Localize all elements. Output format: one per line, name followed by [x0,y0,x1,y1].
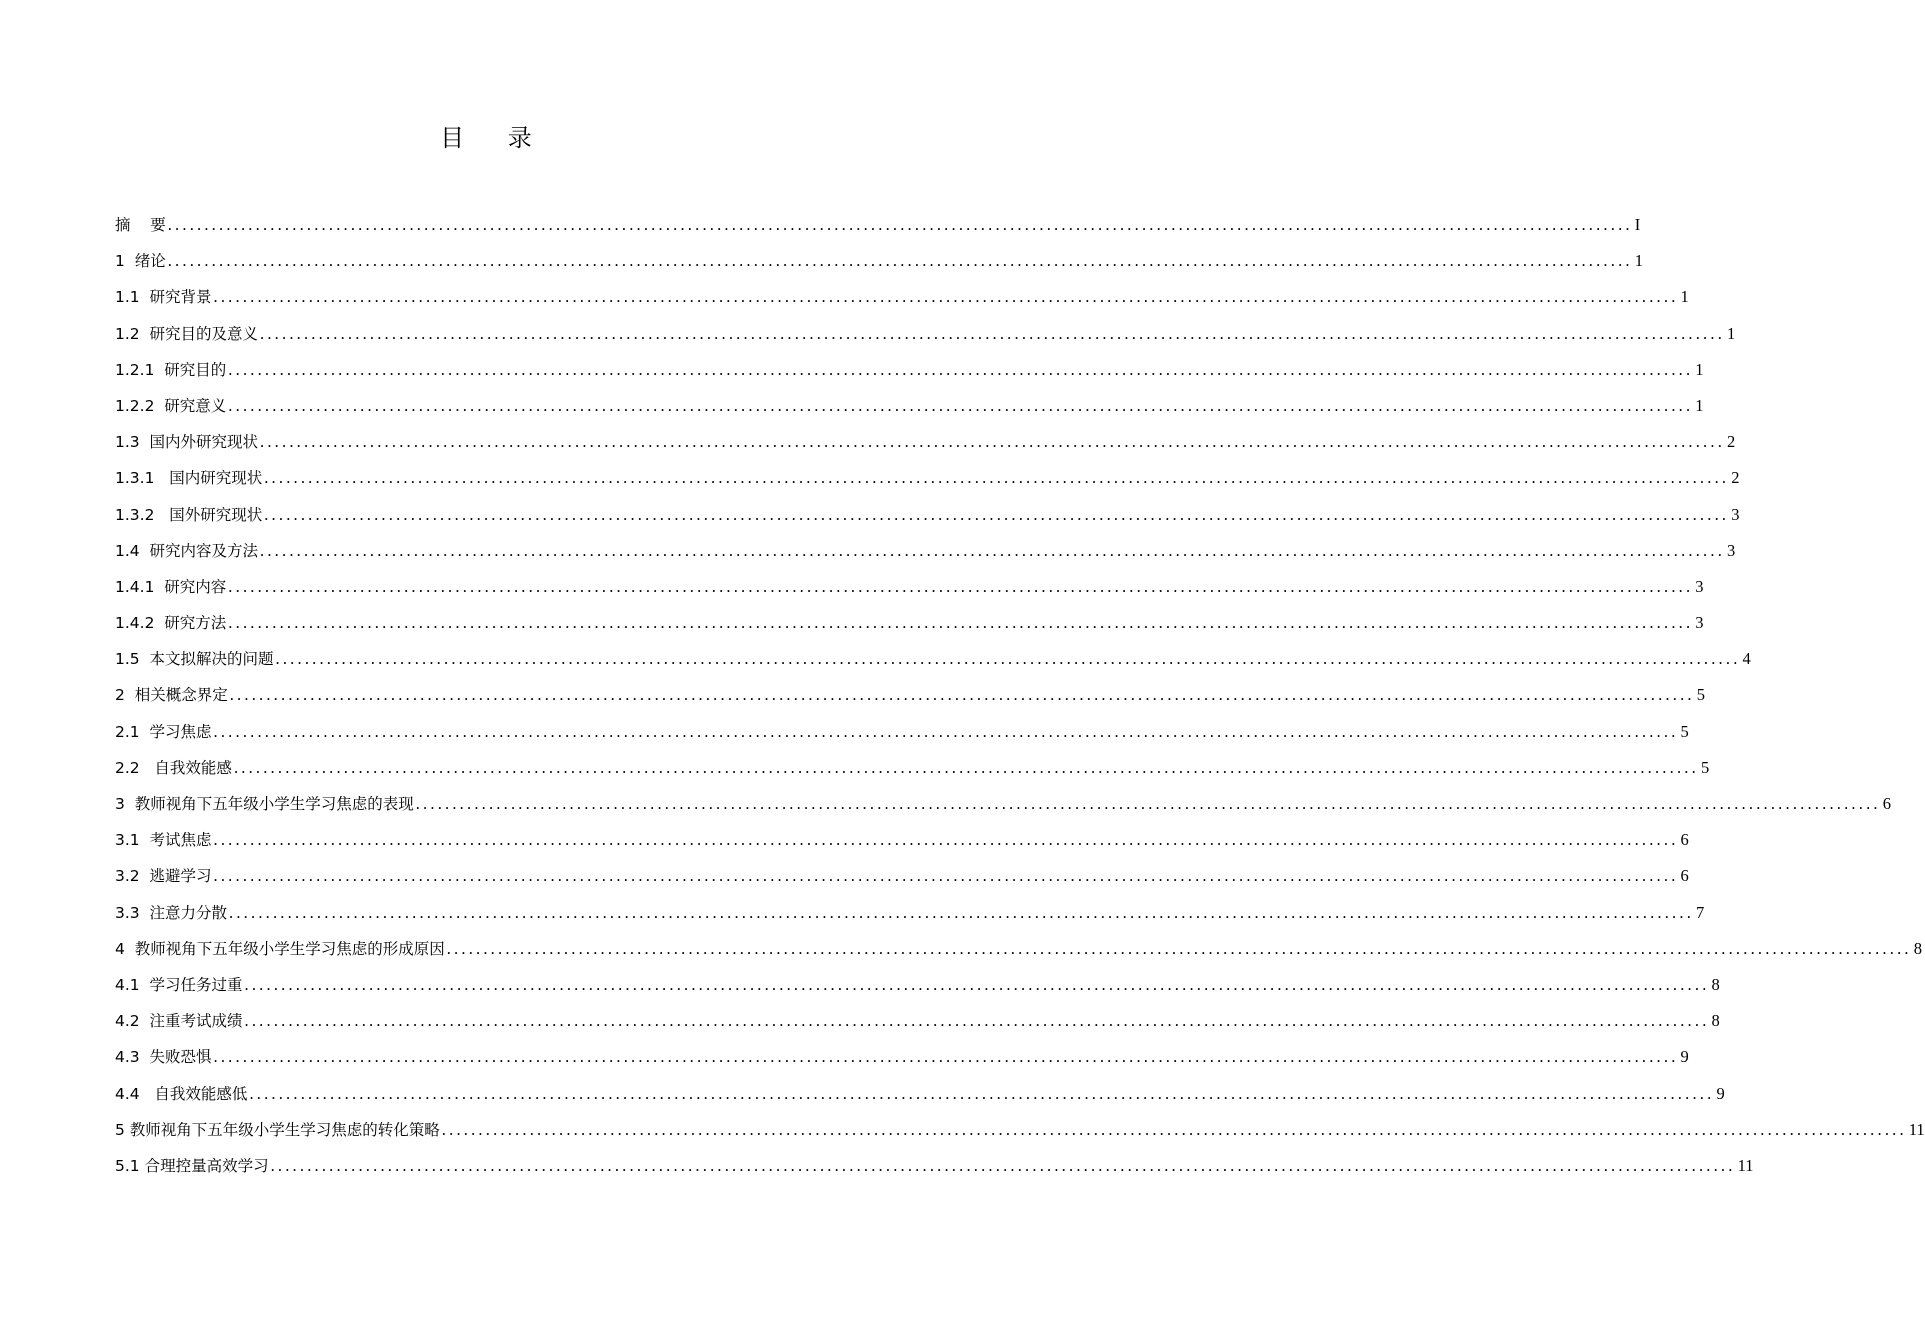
toc-dot-leader: ........................................................................................................................................................................................................ [213,287,1679,307]
toc-dot-leader: ........................................................................................................................................................................................................ [275,649,1741,669]
toc-dot-leader: ........................................................................................................................................................................................................ [228,359,1694,379]
toc-page-number: 8 [1711,1011,1720,1031]
toc-page-number: 11 [1908,1119,1925,1139]
toc-page-number: 1 [1727,323,1736,343]
toc-dot-leader: ........................................................................................................................................................................................................ [260,540,1726,560]
toc-entry-title: 1.2.1 研究目的 [115,360,227,379]
toc-entry-title: 2.1 学习焦虑 [115,722,212,741]
toc-page-number: 8 [1711,974,1720,994]
toc-dot-leader: ........................................................................................................................................................................................................ [264,468,1730,488]
toc-page-number: 1 [1695,359,1704,379]
toc-entry[interactable] [115,533,1736,569]
toc-page-number: 3 [1695,613,1704,633]
toc-entry-title: 1.3.1 国内研究现状 [115,469,263,488]
toc-page-number: 7 [1696,902,1705,922]
toc-page-number: 8 [1913,938,1922,958]
toc-page-number: 2 [1727,432,1736,452]
toc-dot-leader: ........................................................................................................................................................................................................ [228,576,1694,596]
toc-entry[interactable] [115,822,1689,858]
toc-page-number: 1 [1695,395,1704,415]
toc-dot-leader: ........................................................................................................................................................................................................ [233,757,1699,777]
toc-entry-title: 1 绪论 [115,252,166,271]
toc-dot-leader: ........................................................................................................................................................................................................ [167,215,1633,234]
toc-entry[interactable] [115,316,1736,352]
toc-page-number: 4 [1742,649,1751,669]
toc-page-number: 9 [1716,1083,1725,1103]
toc-dot-leader: ........................................................................................................................................................................................................ [213,1047,1679,1067]
toc-entry[interactable] [115,605,1704,641]
toc-page-number: I [1634,215,1641,234]
toc-page-number: 11 [1737,1155,1754,1175]
toc-entry-title: 5.1 合理控量高效学习 [115,1156,269,1175]
toc-entry[interactable] [115,931,1922,967]
toc-entry-title: 4 教师视角下五年级小学生学习焦虑的形成原因 [115,939,445,958]
toc-entry[interactable] [115,750,1710,786]
toc-entry[interactable] [115,243,1643,279]
toc-dot-leader: ........................................................................................................................................................................................................ [213,721,1679,741]
toc-dot-leader: ........................................................................................................................................................................................................ [213,830,1679,850]
toc-dot-leader: ........................................................................................................................................................................................................ [167,251,1633,271]
toc-entry-title: 1.1 研究背景 [115,288,212,307]
toc-entry-title: 4.4 自我效能感低 [115,1084,248,1103]
toc-entry-title: 2 相关概念界定 [115,686,228,705]
toc-dot-leader: ........................................................................................................................................................................................................ [229,685,1695,705]
toc-entry-title: 1.4 研究内容及方法 [115,541,259,560]
toc-entry[interactable] [115,388,1704,424]
page-title: 目 录 [440,124,550,152]
toc-entry-title: 1.5 本文拟解决的问题 [115,650,274,669]
table-of-contents [115,207,1925,1184]
toc-entry[interactable] [115,1148,1754,1184]
toc-page-number: 6 [1882,794,1891,813]
toc-entry[interactable] [115,497,1740,533]
toc-entry[interactable] [115,424,1736,460]
toc-entry[interactable] [115,352,1704,388]
toc-dot-leader: ........................................................................................................................................................................................................ [229,902,1695,922]
toc-entry-title: 3.1 考试焦虑 [115,831,212,850]
toc-dot-leader: ........................................................................................................................................................................................................ [260,432,1726,452]
toc-dot-leader: ........................................................................................................................................................................................................ [228,613,1694,633]
toc-dot-leader: ........................................................................................................................................................................................................ [446,938,1912,958]
toc-dot-leader: ........................................................................................................................................................................................................ [260,323,1726,343]
toc-entry-title: 摘 要 [115,216,166,234]
toc-entry-title: 1.3.2 国外研究现状 [115,505,263,524]
toc-dot-leader: ........................................................................................................................................................................................................ [264,504,1730,524]
toc-dot-leader: ........................................................................................................................................................................................................ [244,974,1710,994]
toc-entry-title: 4.1 学习任务过重 [115,975,243,994]
toc-page-number: 5 [1680,721,1689,741]
toc-dot-leader: ........................................................................................................................................................................................................ [415,794,1881,813]
toc-page-number: 1 [1680,287,1689,307]
toc-entry-title: 1.2 研究目的及意义 [115,324,259,343]
toc-entry[interactable] [115,569,1704,605]
toc-entry-title: 3.3 注意力分散 [115,903,228,922]
toc-page-number: 5 [1700,757,1710,777]
toc-entry[interactable] [115,279,1689,315]
toc-entry[interactable] [115,1112,1925,1148]
toc-page-number: 3 [1727,540,1736,560]
toc-entry[interactable] [115,967,1720,1003]
toc-entry[interactable] [115,786,1891,822]
toc-entry-title: 1.4.1 研究内容 [115,577,227,596]
toc-entry[interactable] [115,895,1705,931]
toc-entry[interactable] [115,714,1689,750]
toc-dot-leader: ........................................................................................................................................................................................................ [244,1011,1710,1031]
toc-entry-title: 4.3 失败恐惧 [115,1048,212,1067]
toc-entry[interactable] [115,460,1740,496]
toc-entry-title: 2.2 自我效能感 [115,758,232,777]
toc-page-number: 9 [1680,1047,1689,1067]
toc-dot-leader: ........................................................................................................................................................................................................ [249,1083,1715,1103]
toc-page-number: 3 [1695,576,1704,596]
toc-entry-title: 1.4.2 研究方法 [115,614,227,633]
toc-entry[interactable] [115,858,1689,894]
toc-entry-title: 1.2.2 研究意义 [115,396,227,415]
toc-entry[interactable] [115,677,1705,713]
toc-entry-title: 3.2 逃避学习 [115,867,212,886]
toc-entry[interactable] [115,207,1641,243]
toc-dot-leader: ........................................................................................................................................................................................................ [441,1119,1907,1139]
toc-entry-title: 3 教师视角下五年级小学生学习焦虑的表现 [115,795,414,813]
toc-entry[interactable] [115,641,1751,677]
toc-page-number: 3 [1731,504,1740,524]
toc-entry-title: 4.2 注重考试成绩 [115,1012,243,1031]
toc-dot-leader: ........................................................................................................................................................................................................ [228,395,1694,415]
toc-entry-title: 5 教师视角下五年级小学生学习焦虑的转化策略 [115,1120,440,1139]
toc-entry[interactable] [115,1076,1725,1112]
toc-entry[interactable] [115,1003,1720,1039]
toc-page-number: 2 [1731,468,1740,488]
toc-dot-leader: ........................................................................................................................................................................................................ [270,1155,1736,1175]
toc-page-number: 5 [1696,685,1705,705]
toc-entry-title: 1.3 国内外研究现状 [115,433,259,452]
toc-dot-leader: ........................................................................................................................................................................................................ [213,866,1679,886]
toc-page-number: 6 [1680,830,1689,850]
toc-page-number: 6 [1680,866,1689,886]
toc-entry[interactable] [115,1039,1689,1075]
toc-page-number: 1 [1634,251,1643,271]
